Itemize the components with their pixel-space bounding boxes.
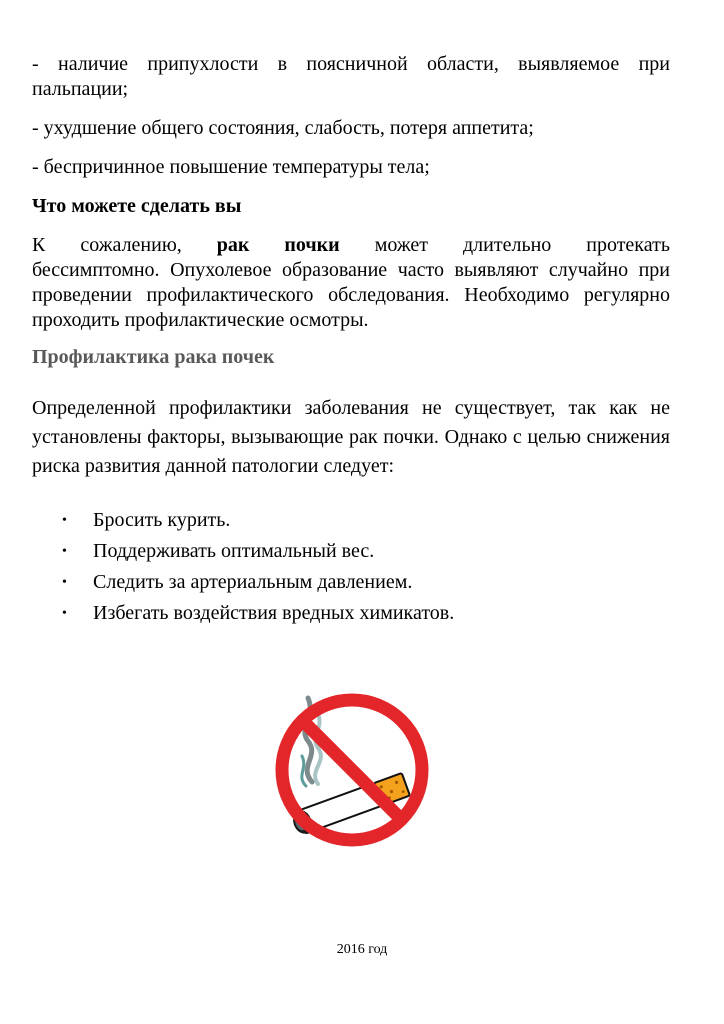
symptom-weakness: - ухудшение общего состояния, слабость, потеря аппетита;	[32, 117, 534, 139]
bullet-icon: •	[62, 513, 67, 528]
word-bold: рак	[216, 234, 250, 256]
list-item-text: Следить за артериальным давлением.	[93, 571, 413, 593]
footer-year: 2016 год	[336, 942, 388, 957]
heading-prevention: Профилактика рака почек	[32, 346, 275, 368]
list-item-text: Бросить курить.	[93, 509, 231, 531]
word: длительно	[463, 234, 552, 256]
paragraph-prevention-intro: Определенной профилактики заболевания не существует, так как не установлены факторы, вызывающие рак почки. Однако с целью снижения риска развития данной патологии следует:	[32, 397, 670, 477]
word: может	[374, 234, 429, 256]
list-item-text: Поддерживать оптимальный вес.	[93, 540, 375, 562]
bullet-icon: •	[62, 575, 67, 590]
word: сожалению,	[80, 234, 182, 256]
list-item	[32, 567, 670, 598]
no-smoking-icon	[268, 686, 436, 854]
bullet-icon: •	[62, 544, 67, 559]
symptom-swelling: - наличие припухлости в поясничной области, выявляемое при пальпации;	[32, 53, 670, 100]
paragraph-rest: бессимптомно. Опухолевое образование часто выявляют случайно при проведении профилактического обследования. Необходимо регулярно проходить профилактические осмотры.	[32, 259, 670, 331]
list-item	[32, 505, 670, 536]
symptom-fever: - беспричинное повышение температуры тела;	[32, 156, 430, 178]
list-item-text: Избегать воздействия вредных химикатов.	[93, 602, 455, 624]
paragraph-what-you-can-do	[32, 233, 670, 333]
document-page	[32, 52, 670, 629]
paragraph-first-line	[32, 233, 670, 258]
bullet-icon: •	[62, 606, 67, 621]
list-item	[32, 536, 670, 567]
prevention-list	[32, 505, 670, 629]
word-bold: почки	[284, 234, 340, 256]
list-item	[32, 598, 670, 629]
heading-what-you-can-do: Что можете сделать вы	[32, 195, 242, 217]
word: К	[32, 234, 46, 256]
word: протекать	[586, 234, 670, 256]
